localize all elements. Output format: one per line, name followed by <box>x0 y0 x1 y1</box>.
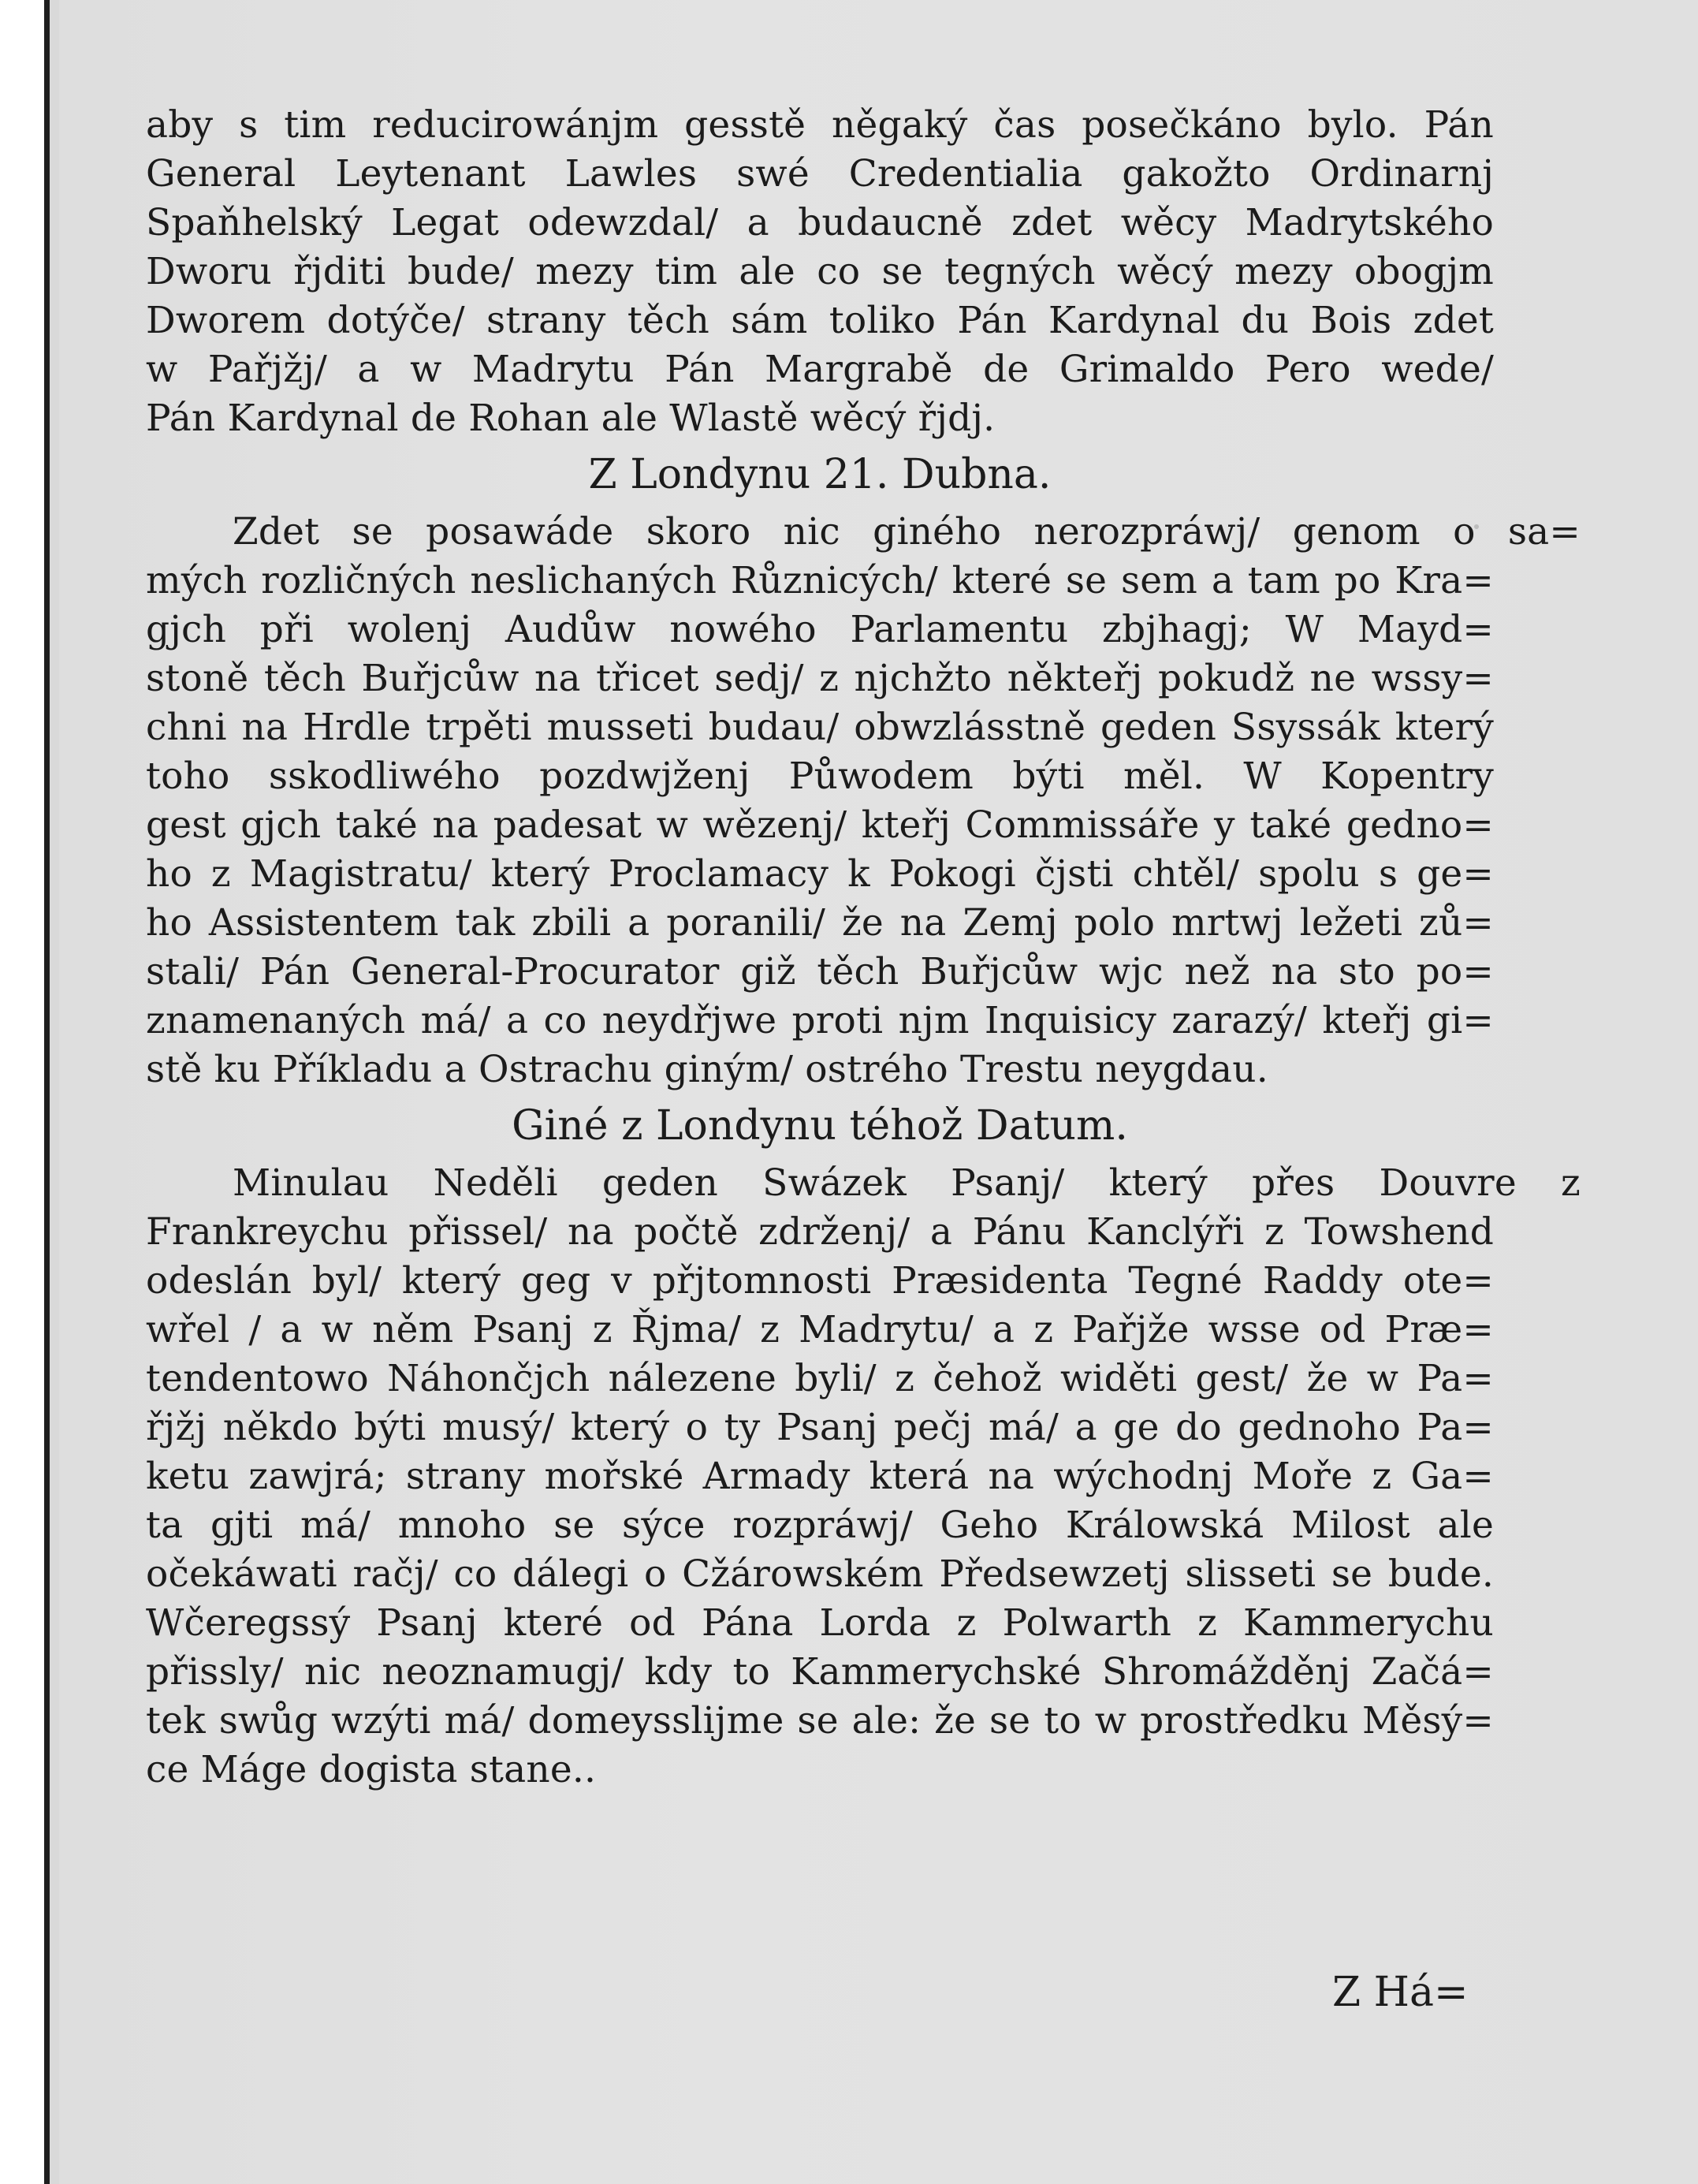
text-line: ho Assistentem tak zbili a poranili/ že na Zemj polo mrtwj ležeti zů= <box>146 901 1494 945</box>
text-line: ho z Magistratu/ který Proclamacy k Pokogi čjsti chtěl/ spolu s ge= <box>146 852 1494 896</box>
text-line: tek swůg wzýti má/ domeysslijme se ale: že se to w prostředku Měsý= <box>146 1699 1494 1742</box>
book-spine-edge <box>44 0 50 2184</box>
text-line: přissly/ nic neoznamugj/ kdy to Kammerychské Shromážděnj Začá= <box>146 1650 1494 1694</box>
text-line: gjch při wolenj Audůw nowého Parlamentu zbjhagj; W Mayd= <box>146 608 1494 651</box>
paragraph-intercepted-letters <box>146 1159 1581 1795</box>
text-line: gest gjch také na padesat w wězenj/ kteřj Commissáře y také gedno= <box>146 803 1494 847</box>
text-line: Dworem dotýče/ strany těch sám toliko Pán Kardynal du Bois zdet <box>146 299 1494 342</box>
text-line: chni na Hrdle trpěti musseti budau/ obwzlásstně geden Ssyssák který <box>146 706 1494 749</box>
text-line: ta gjti má/ mnoho se sýce rozpráwj/ Geho Králowská Milost ale <box>146 1504 1494 1547</box>
text-line: General Leytenant Lawles swé Credentialia gakožto Ordinarnj <box>146 152 1494 196</box>
text-line: wřel / a w něm Psanj z Řjma/ z Madrytu/ a z Pařjže wsse od Præ= <box>146 1308 1494 1351</box>
text-line: řjžj někdo býti musý/ který o ty Psanj pečj má/ a ge do gednoho Pa= <box>146 1406 1494 1449</box>
text-line: Spaňhelský Legat odewzdal/ a budaucně zdet wěcy Madrytského <box>146 201 1494 244</box>
catchword: Z Há= <box>1332 1969 1469 2016</box>
text-line: ce Máge dogista stane.. <box>146 1748 597 1791</box>
paragraph-madrid-report <box>146 101 1494 443</box>
text-line: Frankreychu přissel/ na počtě zdrženj/ a Pánu Kanclýři z Towshend <box>146 1210 1494 1254</box>
text-line: Wčeregssý Psanj které od Pána Lorda z Polwarth z Kammerychu <box>146 1601 1494 1645</box>
text-line: Zdet se posawáde skoro nic giného nerozpráwj/ genom o sa= <box>233 510 1581 553</box>
text-line: očekáwati račj/ co dálegi o Cžárowském Předsewzetj slisseti se bude. <box>146 1552 1494 1596</box>
text-line: odeslán byl/ který geg v přjtomnosti Præsidenta Tegné Raddy ote= <box>146 1259 1494 1303</box>
page-body <box>146 101 1581 1795</box>
section-heading-london-same-date: Giné z Londynu téhož Datum. <box>512 1102 1128 1150</box>
text-line: stoně těch Buřjcůw na třicet sedj/ z njchžto někteřj pokudž ne wssy= <box>146 657 1494 700</box>
text-line: stali/ Pán General-Procurator giž těch Buřjcůw wjc než na sto po= <box>146 950 1494 993</box>
scan-margin <box>0 0 46 2184</box>
text-line: znamenaných má/ a co neydřjwe proti njm Inquisicy zarazý/ kteřj gi= <box>146 999 1494 1042</box>
text-line: tendentowo Náhončjch nálezene byli/ z čehož widěti gest/ že w Pa= <box>146 1357 1494 1400</box>
text-line: ketu zawjrá; strany mořské Armady která na wýchodnj Moře z Ga= <box>146 1455 1494 1498</box>
text-line: mých rozličných neslichaných Různicých/ které se sem a tam po Kra= <box>146 559 1494 602</box>
text-line: Pán Kardynal de Rohan ale Wlastě wěcý řjdj. <box>146 397 996 440</box>
section-heading-london-21-april: Z Londynu 21. Dubna. <box>588 451 1052 498</box>
text-line: w Pařjžj/ a w Madrytu Pán Margrabě de Grimaldo Pero wede/ <box>146 348 1494 391</box>
paragraph-london-unrest <box>146 508 1581 1094</box>
text-line: stě ku Příkladu a Ostrachu giným/ ostrého Trestu neygdau. <box>146 1048 1268 1091</box>
text-line: Minulau Neděli geden Swázek Psanj/ který přes Douvre z <box>233 1161 1581 1205</box>
text-line: aby s tim reducirowánjm gesstě něgaký čas posečkáno bylo. Pán <box>146 103 1494 147</box>
text-line: toho sskodliwého pozdwjženj Půwodem býti měl. W Kopentry <box>146 755 1494 798</box>
text-line: Dworu řjditi bude/ mezy tim ale co se tegných wěcý mezy obogjm <box>146 250 1494 293</box>
